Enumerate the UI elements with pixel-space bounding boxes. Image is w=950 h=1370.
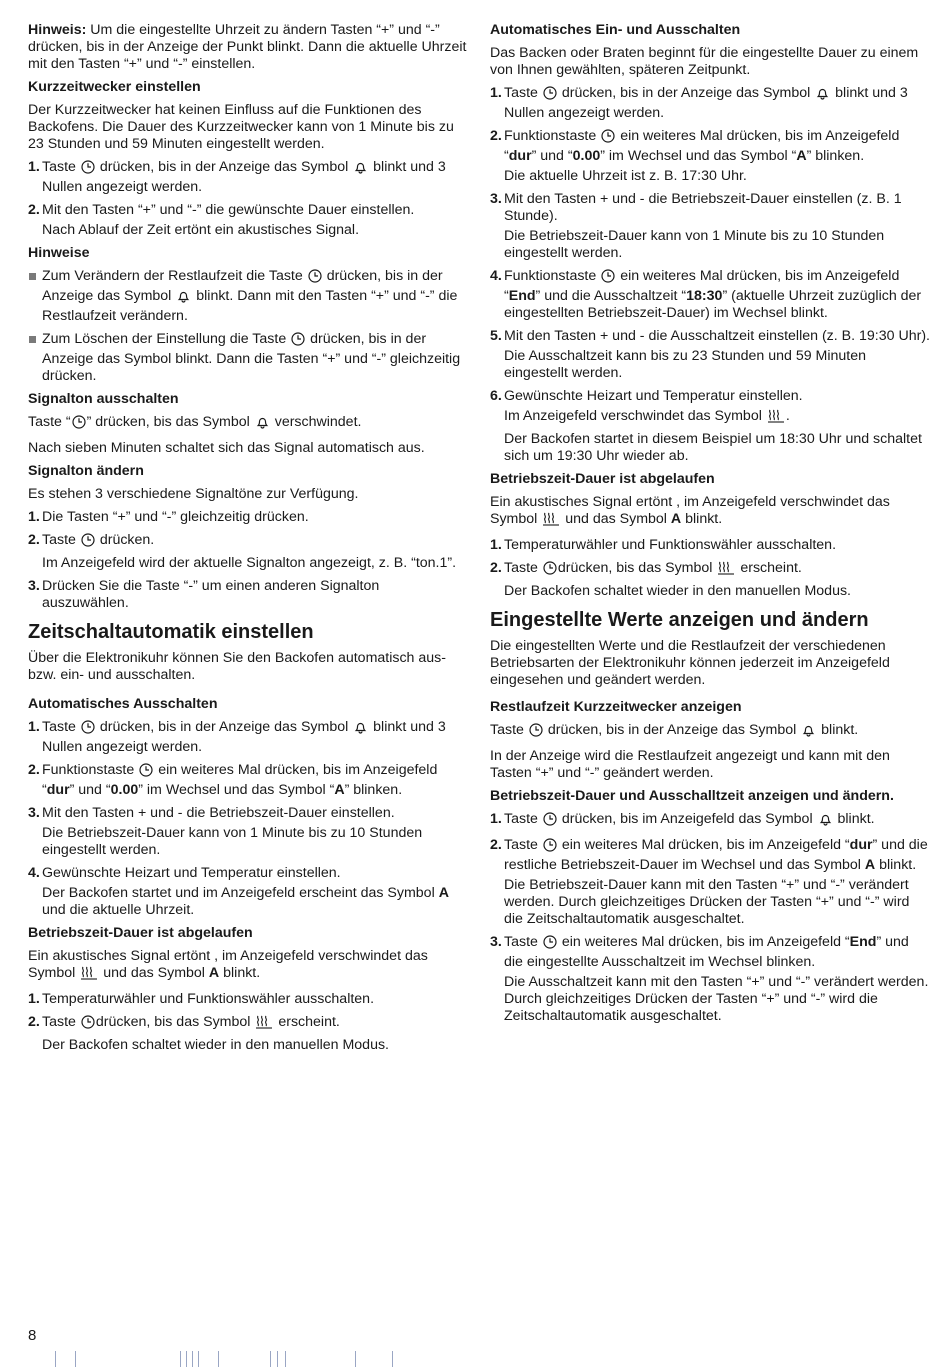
abgelaufen-intro: Ein akustisches Signal ertönt , im Anzeigefeld verschwindet das Symbol und das Symbol A blinkt. [490,494,930,531]
right-column [490,22,930,1031]
list-item: Zum Verändern der Restlaufzeit die Taste drücken, bis in der Anzeige das Symbol blinkt. Dann mit den Tasten “+” und “-” die Restlaufzeit verändern. [28,268,468,325]
kurzzeitwecker-intro: Der Kurzzeitwecker hat keinen Einfluss auf die Funktionen des Backofens. Die Dauer des Kurzzeitwecker kann von 1 Minute bis zu 23 Stunden und 59 Minuten eingestellt werden. [28,102,454,152]
list-item: 1. Temperaturwähler und Funktionswähler ausschalten. [490,537,837,553]
list-item: 1. Taste drücken, bis in der Anzeige das Symbol blinkt und 3 Nullen angezeigt werden. [28,719,446,755]
heat-symbol-icon [717,561,735,580]
heat-symbol-icon [542,512,560,531]
list-item: 6. Gewünschte Heizart und Temperatur einstellen. Im Anzeigefeld verschwindet das Symbol . Der Backofen startet in diesem Beispiel um 18:30 Uhr und schaltet sich um 19:30 Uhr wieder ab. [490,388,922,464]
clock-icon [81,720,95,739]
clock-icon [72,415,86,434]
bullet-square-icon [29,336,36,343]
list-item: Zum Löschen der Einstellung die Taste drücken, bis in der Anzeige das Symbol blinkt. Dann die Tasten “+” und “-” gleichzeitig drücken. [28,331,468,385]
clock-icon [543,561,557,580]
heading-betriebszeit-abgelaufen: Betriebszeit-Dauer ist abgelaufen [28,925,253,941]
heading-hinweise: Hinweise [28,245,90,261]
heat-symbol-icon [80,966,98,985]
clock-icon [81,533,95,552]
heading-betriebszeit-ausschaltzeit: Betriebszeit-Dauer und Ausschalltzeit anzeigen und ändern. [490,788,894,804]
heading-signalton-aendern: Signalton ändern [28,463,144,479]
bell-icon [353,720,368,739]
clock-icon [543,812,557,831]
clock-icon [543,935,557,954]
list-item: 2. Funktionstaste ein weiteres Mal drücken, bis im Anzeigefeld “dur” und “0.00” im Wechsel und das Symbol “A” blinken. [28,762,438,798]
section-title-werte: Eingestellte Werte anzeigen und ändern [490,609,869,631]
bell-icon [801,723,816,742]
clock-icon [308,269,322,288]
bell-icon [255,415,270,434]
bell-icon [818,812,833,831]
list-item: 1. Taste drücken, bis in der Anzeige das Symbol blinkt und 3 Nullen angezeigt werden. [28,159,446,195]
clock-icon [81,1015,95,1034]
clock-icon [139,763,153,782]
clock-icon [601,129,615,148]
list-item: 5. Mit den Tasten + und - die Ausschaltzeit einstellen (z. B. 19:30 Uhr). Die Ausschaltzeit kann bis zu 23 Stunden und 59 Minuten eingestellt werden. [490,328,930,381]
clock-icon [291,332,305,351]
abgelaufen-intro: Ein akustisches Signal ertönt , im Anzeigefeld verschwindet das Symbol und das Symbol A blinkt. [28,948,468,985]
heading-kurzzeitwecker: Kurzzeitwecker einstellen [28,79,201,95]
heading-automatisches-ein-ausschalten: Automatisches Ein- und Ausschalten [490,22,741,38]
list-item: 3. Drücken Sie die Taste “-” um einen anderen Signalton auszuwählen. [28,578,380,611]
list-item: 2. Taste drücken, bis das Symbol erscheint. Der Backofen schaltet wieder in den manuellen Modus. [490,560,851,599]
bell-icon [353,160,368,179]
heading-signalton-ausschalten: Signalton ausschalten [28,391,179,407]
list-item: 2. Taste drücken, bis das Symbol erscheint. Der Backofen schaltet wieder in den manuellen Modus. [28,1014,389,1053]
list-item: 2. Taste ein weiteres Mal drücken, bis im Anzeigefeld “dur” und die restliche Betriebszeit-Dauer im Wechsel und das Symbol A blinkt. Die Betriebszeit-Dauer kann mit den Tasten “+” und “-” verändert werden. Durch gleichzeitiges Drücken der Tasten “+” und “-” wird die Zeitschaltautomatik ausgeschaltet. [490,837,928,927]
list-item: 1. Die Tasten “+” und “-” gleichzeitig drücken. [28,509,309,525]
list-item: 1. Temperaturwähler und Funktionswähler ausschalten. [28,991,375,1007]
list-item: 2. Funktionstaste ein weiteres Mal drücken, bis im Anzeigefeld “dur” und “0.00” im Wechsel und das Symbol “A” blinken. Die aktuelle Uhrzeit ist z. B. 17:30 Uhr. [490,128,900,184]
signalton-aus-line: Taste “ ” drücken, bis das Symbol verschwindet. [28,414,468,434]
heat-symbol-icon [767,409,785,428]
list-item: 4. Funktionstaste ein weiteres Mal drücken, bis im Anzeigefeld “End” und die Ausschaltzeit “18:30” (aktuelle Uhrzeit zuzüglich der eingestellten Betriebszeit-Dauer) im Wechsel blinkt. [490,268,922,321]
ein-aus-intro: Das Backen oder Braten beginnt für die eingestellte Dauer zu einem von Ihnen gewählten, späteren Zeitpunkt. [490,45,919,78]
page-number: 8 [28,1327,37,1344]
signalton-aendern-intro: Es stehen 3 verschiedene Signaltöne zur Verfügung. [28,486,359,502]
bullet-square-icon [29,273,36,280]
heat-symbol-icon [255,1015,273,1034]
heading-restlaufzeit: Restlaufzeit Kurzzeitwecker anzeigen [490,699,742,715]
list-item: 4. Gewünschte Heizart und Temperatur einstellen. Der Backofen startet und im Anzeigefeld erscheint das Symbol A und die aktuelle Uhrzeit. [28,865,449,918]
heading-automatisches-ausschalten: Automatisches Ausschalten [28,696,218,712]
list-item: 2. Taste drücken. Im Anzeigefeld wird der aktuelle Signalton angezeigt, z. B. “ton.1”. [28,532,457,571]
list-item: 3. Taste ein weiteres Mal drücken, bis im Anzeigefeld “End” und die eingestellte Ausschaltzeit im Wechsel blinken. Die Ausschaltzeit kann mit den Tasten “+” und “-” verändert werden. Durch gleichzeitiges Drücken der Tasten “+” und “-” wird die Zeitschaltautomatik ausgeschaltet. [490,934,929,1024]
bell-icon [176,289,191,308]
werte-intro: Die eingestellten Werte und die Restlaufzeit der verschiedenen Betriebsarten der Elektronikuhr können jederzeit im Anzeigefeld eingesehen und geändert werden. [490,638,890,688]
signalton-aus-note: Nach sieben Minuten schaltet sich das Signal automatisch aus. [28,440,425,456]
restlauf-note: In der Anzeige wird die Restlaufzeit angezeigt und kann mit den Tasten “+” und “-” geändert werden. [490,748,890,781]
clock-icon [601,269,615,288]
clock-icon [81,160,95,179]
hinweis-intro: Hinweis: Um die eingestellte Uhrzeit zu ändern Tasten “+” und “-” drücken, bis in der Anzeige der Punkt blinkt. Dann die aktuelle Uhrzeit mit den Tasten “+” und “-” einstellen. [28,22,467,72]
left-column [28,22,468,1060]
clock-icon [529,723,543,742]
clock-icon [543,838,557,857]
list-item: 1. Taste drücken, bis im Anzeigefeld das Symbol blinkt. [490,811,930,831]
list-item: 3. Mit den Tasten + und - die Betriebszeit-Dauer einstellen. Die Betriebszeit-Dauer kann von 1 Minute bis zu 10 Stunden eingestellt werden. [28,805,423,858]
section-title-zeitschaltautomatik: Zeitschaltautomatik einstellen [28,621,314,643]
list-item: 3. Mit den Tasten + und - die Betriebszeit-Dauer einstellen (z. B. 1 Stunde). Die Betriebszeit-Dauer kann von 1 Minute bis zu 10 Stunden eingestellt werden. [490,191,902,261]
zeitschaltautomatik-intro: Über die Elektronikuhr können Sie den Backofen automatisch aus- bzw. ein- und ausschalten. [28,650,446,683]
clock-icon [543,86,557,105]
list-item: 2. Mit den Tasten “+” und “-” die gewünschte Dauer einstellen. Nach Ablauf der Zeit ertönt ein akustisches Signal. [28,202,415,238]
list-item: 1. Taste drücken, bis in der Anzeige das Symbol blinkt und 3 Nullen angezeigt werden. [490,85,908,121]
bell-icon [815,86,830,105]
heading-betriebszeit-abgelaufen: Betriebszeit-Dauer ist abgelaufen [490,471,715,487]
restlauf-line: Taste drücken, bis in der Anzeige das Symbol blinkt. [490,722,930,742]
